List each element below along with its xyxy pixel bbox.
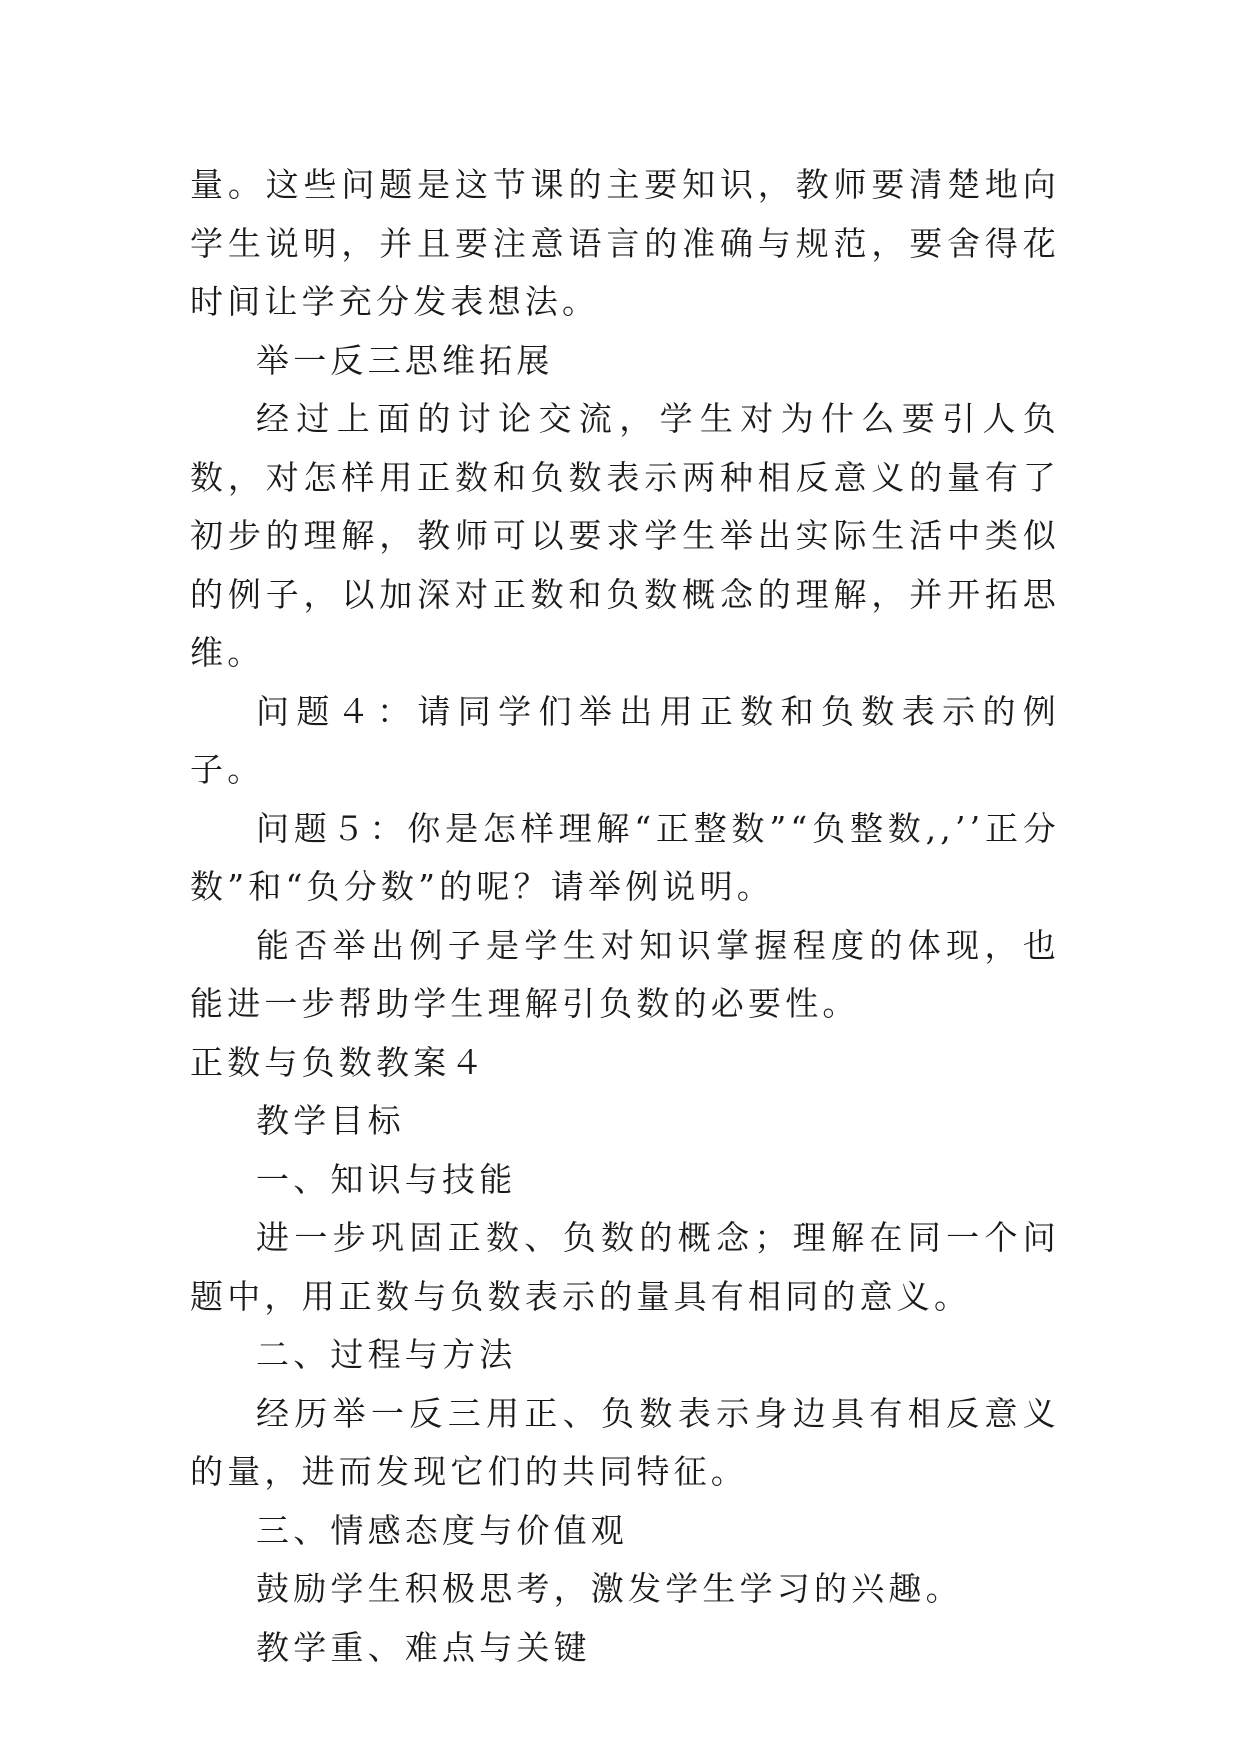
document-body bbox=[190, 156, 1060, 1677]
question-4: 问题４：请同学们举出用正数和负数表示的例子。 bbox=[190, 691, 1060, 789]
section-title: 正数与负数教案４ bbox=[190, 1042, 488, 1082]
question-5: 问题５：你是怎样理解“正整数”“负整数,,’’正分数”和“负分数”的呢？请举例说明。 bbox=[190, 808, 1060, 906]
heading-knowledge-skills: 一、知识与技能 bbox=[256, 1159, 517, 1199]
paragraph-examples: 能否举出例子是学生对知识掌握程度的体现，也能进一步帮助学生理解引负数的必要性。 bbox=[190, 925, 1060, 1023]
paragraph-discussion: 经过上面的讨论交流，学生对为什么要引人负数，对怎样用正数和负数表示两种相反意义的量有了初步的理解，教师可以要求学生举出实际生活中类似的例子，以加深对正数和负数概念的理解，并开拓思维。 bbox=[190, 399, 1060, 672]
heading-attitude-values: 三、情感态度与价值观 bbox=[256, 1510, 628, 1550]
paragraph-continuation: 量。这些问题是这节课的主要知识，教师要清楚地向学生说明，并且要注意语言的准确与规范，要舍得花时间让学充分发表想法。 bbox=[190, 165, 1060, 321]
paragraph-attitude-values: 鼓励学生积极思考，激发学生学习的兴趣。 bbox=[256, 1569, 963, 1608]
paragraph-process-method: 经历举一反三用正、负数表示身边具有相反意义的量，进而发现它们的共同特征。 bbox=[190, 1393, 1060, 1491]
heading-key-difficult-points: 教学重、难点与关键 bbox=[256, 1627, 591, 1667]
heading-process-method: 二、过程与方法 bbox=[256, 1335, 517, 1374]
heading-teaching-goals: 教学目标 bbox=[256, 1101, 405, 1140]
paragraph-knowledge-skills: 进一步巩固正数、负数的概念；理解在同一个问题中，用正数与负数表示的量具有相同的意义。 bbox=[190, 1218, 1060, 1316]
heading-extension: 举一反三思维拓展 bbox=[256, 340, 554, 380]
